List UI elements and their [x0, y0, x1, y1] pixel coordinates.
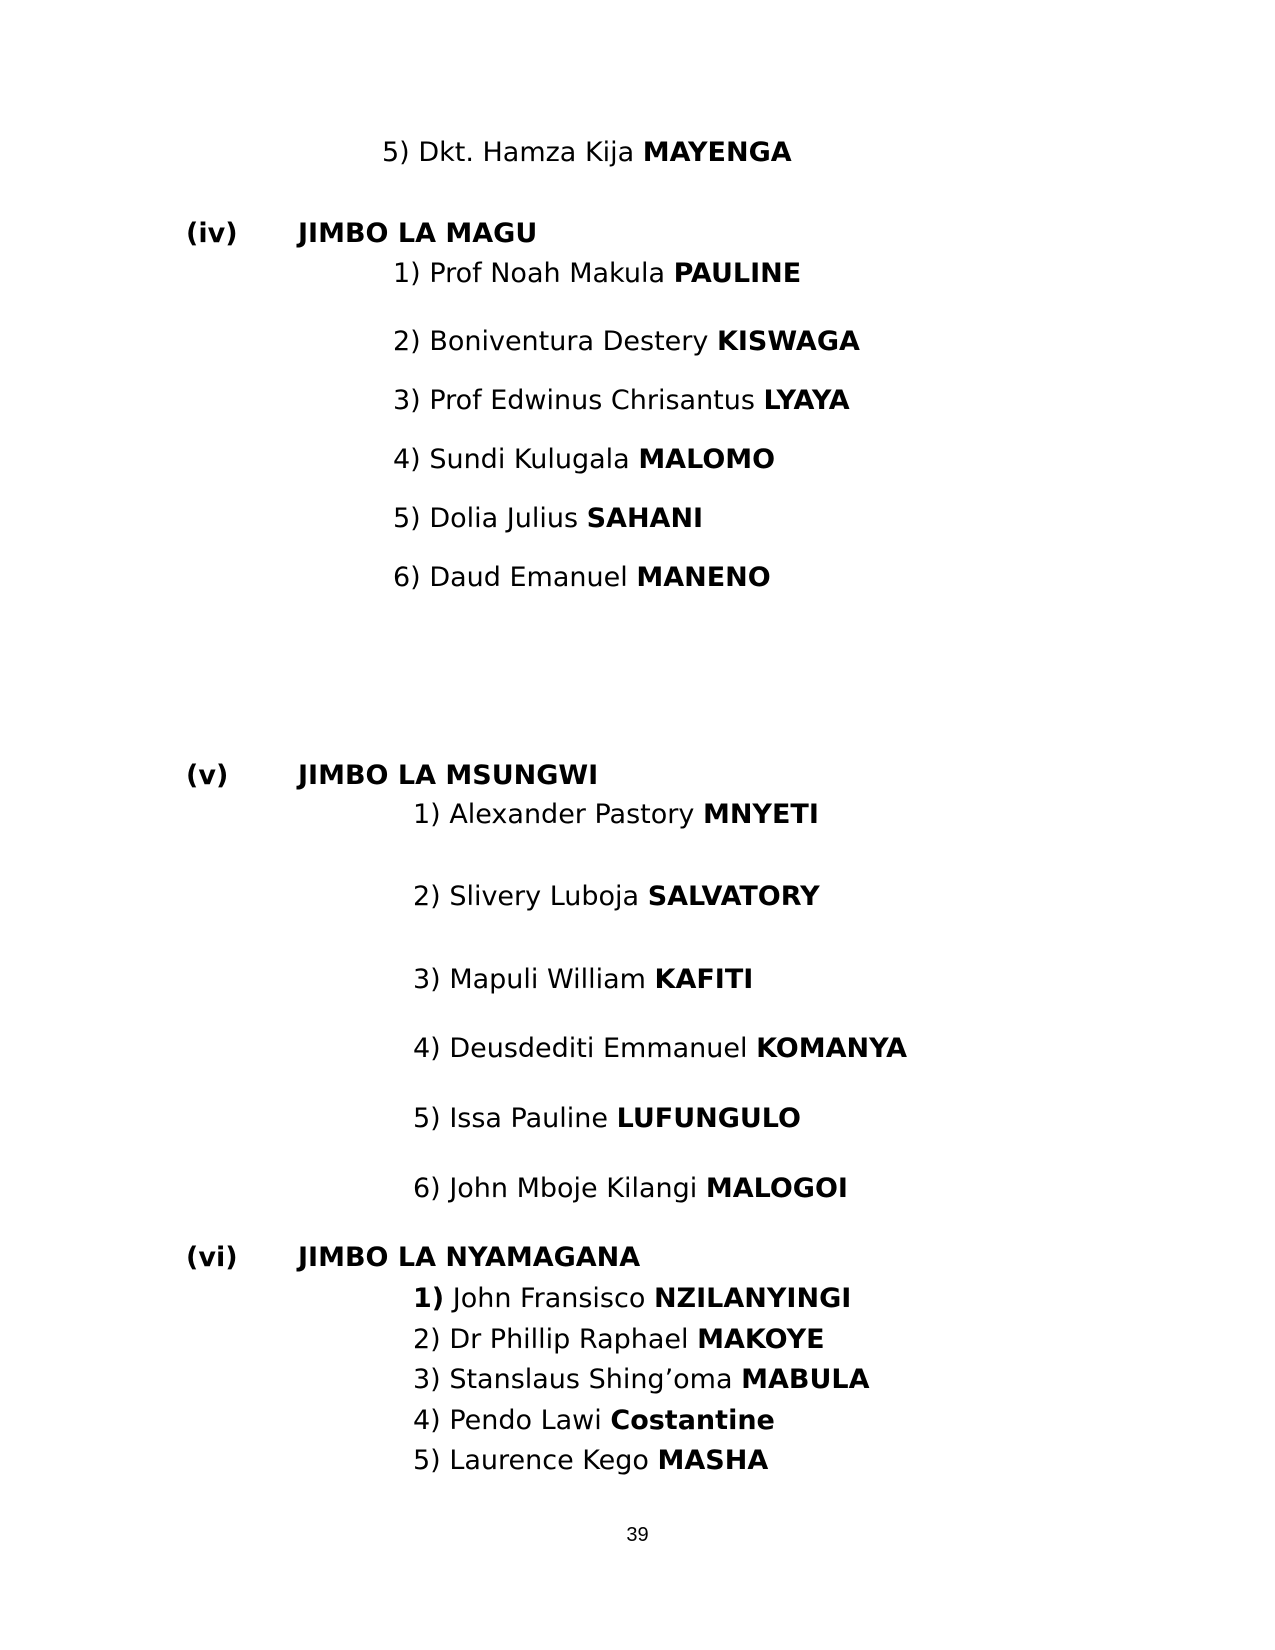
- item-surname: SALVATORY: [647, 881, 820, 912]
- list-item: [393, 326, 860, 358]
- item-number: 6): [393, 562, 421, 593]
- item-number: 4): [413, 1033, 441, 1064]
- list-item: [393, 258, 801, 290]
- item-number: 2): [413, 1324, 441, 1355]
- list-item: [413, 1033, 907, 1065]
- list-item: [393, 562, 771, 594]
- item-given-names: Laurence Kego: [449, 1445, 649, 1476]
- item-surname: PAULINE: [673, 258, 802, 289]
- item-given-names: Deusdediti Emmanuel: [449, 1033, 748, 1064]
- list-item: [413, 799, 819, 831]
- item-given-names: Boniventura Destery: [429, 326, 709, 357]
- item-surname: MALOGOI: [705, 1173, 848, 1204]
- section-heading: JIMBO LA MSUNGWI: [298, 760, 599, 791]
- list-item: [413, 964, 753, 996]
- item-given-names: Stanslaus Shing’oma: [449, 1364, 733, 1395]
- list-item: [393, 503, 703, 535]
- item-given-names: Issa Pauline: [449, 1103, 617, 1134]
- item-surname: MAKOYE: [697, 1324, 825, 1355]
- item-surname: LUFUNGULO: [616, 1103, 801, 1134]
- item-number: 2): [393, 326, 421, 357]
- section-heading: JIMBO LA MAGU: [298, 218, 538, 249]
- item-number: 1): [413, 799, 441, 830]
- item-surname: MASHA: [657, 1445, 769, 1476]
- list-item: [413, 881, 820, 913]
- item-given-names: Sundi Kulugala: [429, 444, 630, 475]
- section-numeral: (vi): [186, 1242, 238, 1273]
- list-item: [393, 385, 850, 417]
- item-number: 5): [382, 137, 410, 168]
- item-number: 4): [413, 1405, 441, 1436]
- item-given-names: Prof Noah Makula: [429, 258, 665, 289]
- list-item: [413, 1283, 851, 1315]
- list-item: [413, 1364, 870, 1396]
- item-number: 3): [393, 385, 421, 416]
- item-number: 6): [413, 1173, 441, 1204]
- list-item: [413, 1445, 768, 1477]
- item-surname: MAYENGA: [642, 137, 792, 168]
- item-surname: NZILANYINGI: [653, 1283, 852, 1314]
- item-surname: MALOMO: [638, 444, 776, 475]
- item-surname: MABULA: [741, 1364, 870, 1395]
- item-surname: KOMANYA: [756, 1033, 907, 1064]
- section-numeral: (v): [186, 760, 229, 791]
- item-given-names: Prof Edwinus Chrisantus: [429, 385, 755, 416]
- section-heading: JIMBO LA NYAMAGANA: [298, 1242, 641, 1273]
- item-surname: MNYETI: [702, 799, 819, 830]
- item-given-names: Dr Phillip Raphael: [449, 1324, 689, 1355]
- item-given-names: Mapuli William: [449, 964, 655, 995]
- item-surname: Costantine: [610, 1405, 775, 1436]
- item-given-names: John Fransisco: [452, 1283, 646, 1314]
- item-number: 3): [413, 964, 441, 995]
- list-item: [413, 1324, 825, 1356]
- item-number: 1): [393, 258, 421, 289]
- item-surname: LYAYA: [763, 385, 850, 416]
- item-number: 5): [413, 1103, 441, 1134]
- item-given-names: Dkt. Hamza Kija: [418, 137, 635, 168]
- item-surname: KISWAGA: [716, 326, 860, 357]
- item-given-names: Alexander Pastory: [449, 799, 703, 830]
- item-number: 1): [413, 1283, 445, 1314]
- item-surname: KAFITI: [654, 964, 754, 995]
- list-item: [413, 1103, 801, 1135]
- item-surname: SAHANI: [586, 503, 704, 534]
- list-item: [413, 1173, 848, 1205]
- item-number: 5): [413, 1445, 441, 1476]
- item-number: 2): [413, 881, 441, 912]
- item-given-names: Dolia Julius: [429, 503, 579, 534]
- item-given-names: Slivery Luboja: [449, 881, 648, 912]
- item-surname: MANENO: [636, 562, 771, 593]
- item-number: 3): [413, 1364, 441, 1395]
- item-given-names: Pendo Lawi: [449, 1405, 602, 1436]
- list-item: [382, 137, 792, 169]
- page-number: 39: [626, 1524, 649, 1546]
- section-numeral: (iv): [186, 218, 238, 249]
- item-given-names: John Mboje Kilangi: [449, 1173, 706, 1204]
- list-item: [393, 444, 775, 476]
- item-given-names: Daud Emanuel: [429, 562, 628, 593]
- list-item: [413, 1405, 775, 1437]
- item-number: 4): [393, 444, 421, 475]
- item-number: 5): [393, 503, 421, 534]
